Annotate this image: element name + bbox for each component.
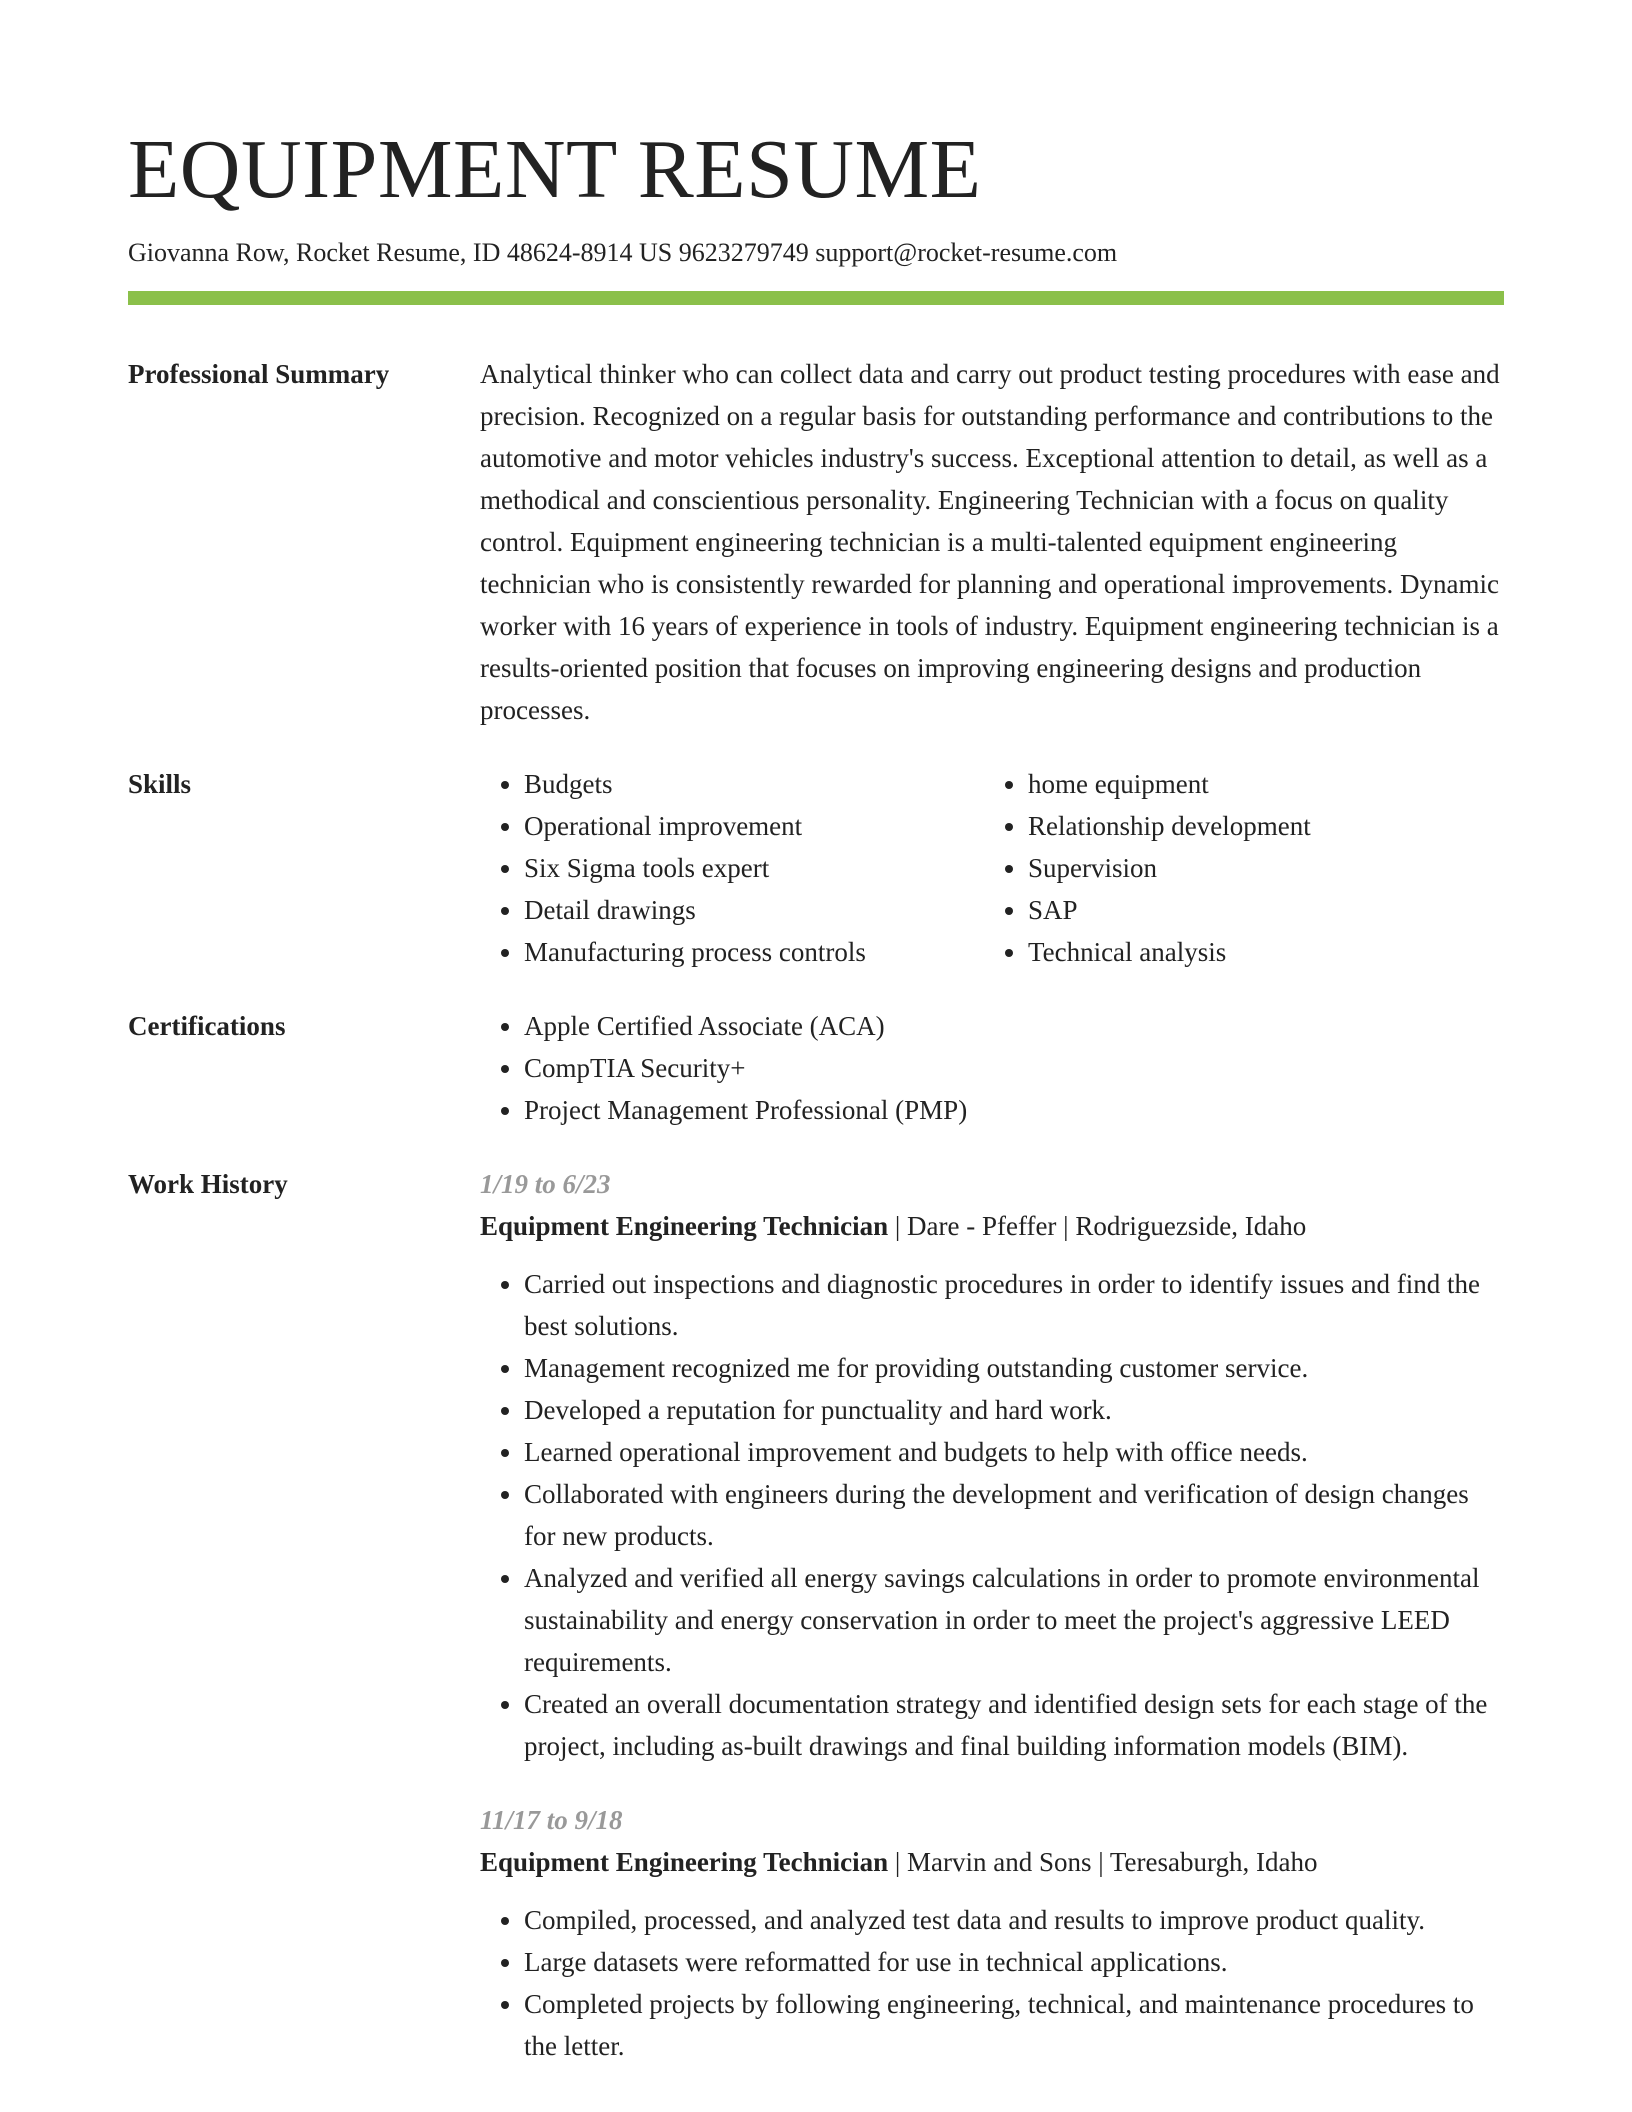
skills-column-left xyxy=(480,763,984,973)
job-title: Equipment Engineering Technician xyxy=(480,1211,889,1242)
certifications-section xyxy=(128,1005,1504,1131)
job-employer-location: | Dare - Pfeffer | Rodriguezside, Idaho xyxy=(888,1211,1307,1242)
work-history-heading: Work History xyxy=(128,1169,288,1200)
job-title: Equipment Engineering Technician xyxy=(480,1847,889,1878)
skills-section xyxy=(128,763,1504,973)
resume-title: EQUIPMENT RESUME xyxy=(128,123,982,216)
job-entry xyxy=(480,1163,1504,1767)
list-item: • Six Sigma tools expert xyxy=(524,847,984,889)
list-item: • Operational improvement xyxy=(524,805,984,847)
list-item: • Learned operational improvement and budgets to help with office needs. xyxy=(524,1431,1504,1473)
list-item: • Compiled, processed, and analyzed test data and results to improve product quality. xyxy=(524,1899,1504,1941)
summary-heading: Professional Summary xyxy=(128,359,390,390)
list-item: • home equipment xyxy=(1028,763,1488,805)
list-item: • Carried out inspections and diagnostic procedures in order to identify issues and find the best solutions. xyxy=(524,1263,1504,1347)
list-item: • Technical analysis xyxy=(1028,931,1488,973)
job-dates: 1/19 to 6/23 xyxy=(480,1169,611,1200)
list-item: • SAP xyxy=(1028,889,1488,931)
list-item: • Detail drawings xyxy=(524,889,984,931)
job-employer-location: | Marvin and Sons | Teresaburgh, Idaho xyxy=(888,1847,1318,1878)
accent-divider xyxy=(128,291,1504,305)
summary-section xyxy=(128,353,1504,731)
list-item: • Budgets xyxy=(524,763,984,805)
list-item: • Large datasets were reformatted for use in technical applications. xyxy=(524,1941,1504,1983)
list-item: • Created an overall documentation strategy and identified design sets for each stage of the project, including as-built drawings and final building information models (BIM). xyxy=(524,1683,1504,1767)
contact-line: Giovanna Row, Rocket Resume, ID 48624-8914 US 9623279749 support@rocket-resume.com xyxy=(128,238,1118,267)
list-item: • Management recognized me for providing outstanding customer service. xyxy=(524,1347,1504,1389)
list-item: • Project Management Professional (PMP) xyxy=(524,1089,1504,1131)
summary-text: Analytical thinker who can collect data and carry out product testing procedures with ease and precision. Recognized on a regular basis for outstanding performance and contributions to the automotive and motor vehicles industry's success. Exceptional attention to detail, as well as a methodical and conscientious personality. Engineering Technician with a focus on quality control. Equipment engineering technician is a multi-talented equipment engineering technician who is consistently rewarded for planning and operational improvements. Dynamic worker with 16 years of experience in tools of industry. Equipment engineering technician is a results-oriented position that focuses on improving engineering designs and production processes. xyxy=(480,359,1500,726)
list-item: • Analyzed and verified all energy savings calculations in order to promote environmental sustainability and energy conservation in order to meet the project's aggressive LEED requirements. xyxy=(524,1557,1504,1683)
list-item: • Manufacturing process controls xyxy=(524,931,984,973)
list-item: • CompTIA Security+ xyxy=(524,1047,1504,1089)
list-item: • Apple Certified Associate (ACA) xyxy=(524,1005,1504,1047)
list-item: • Supervision xyxy=(1028,847,1488,889)
job-entry xyxy=(480,1799,1504,2067)
list-item: • Collaborated with engineers during the development and verification of design changes for new products. xyxy=(524,1473,1504,1557)
work-history-section xyxy=(128,1163,1504,2067)
list-item: • Developed a reputation for punctuality and hard work. xyxy=(524,1389,1504,1431)
resume-page xyxy=(128,120,1504,2067)
list-item: • Relationship development xyxy=(1028,805,1488,847)
certifications-heading: Certifications xyxy=(128,1011,286,1042)
job-dates: 11/17 to 9/18 xyxy=(480,1805,623,1836)
list-item: • Completed projects by following engineering, technical, and maintenance procedures to the letter. xyxy=(524,1983,1504,2067)
skills-column-right xyxy=(984,763,1488,973)
skills-heading: Skills xyxy=(128,769,192,800)
